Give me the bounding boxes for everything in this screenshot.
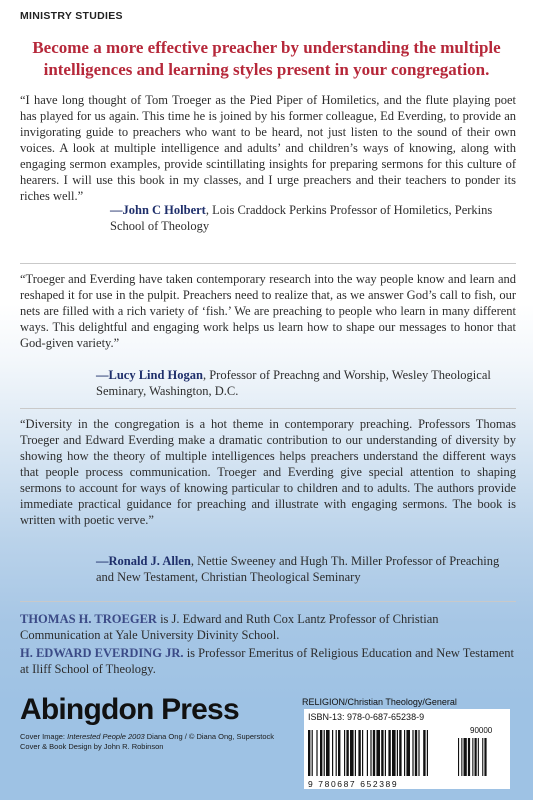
endorsement-quote-hogan: “Troeger and Everding have taken contemporary research into the way people know and learn and reshaped it for use in the pulpit. Preachers need to realize that, as we answer God’s call to fish, our nets are filled with a rich variety of ‘fish.’ We are preaching to people who learn in many different ways. This delightful and engaging work helps us learn how to shape our messages to honor that God-given variety.”: [20, 272, 516, 350]
subject-category: RELIGION/Christian Theology/General: [302, 697, 457, 707]
isbn: ISBN-13: 978-0-687-65238-9: [308, 712, 425, 722]
author-bio-troeger: [20, 611, 516, 643]
endorsement-attribution-allen: [96, 553, 516, 585]
endorser-title: , Nettie Sweeney and Hugh Th. Miller Professor of Preaching and New Testament, Christian Theological Seminary: [96, 554, 500, 584]
endorser-name: —Lucy Lind Hogan: [96, 368, 203, 382]
credits-line-design: Cover & Book Design by John R. Robinson: [20, 742, 164, 751]
endorser-name: —Ronald J. Allen: [96, 554, 191, 568]
cover-credits: [20, 732, 274, 752]
divider: [20, 601, 516, 602]
divider: [20, 408, 516, 409]
author-bio-everding: [20, 645, 516, 677]
publisher-logo: Abingdon Press: [20, 693, 239, 726]
price-code: 90000: [470, 726, 493, 735]
endorsement-attribution-holbert: [110, 202, 510, 234]
endorser-name: —John C Holbert: [110, 203, 206, 217]
author-bio-text: is J. Edward and Ruth Cox Lantz Professor of Christian Communication at Yale University Divinity School.: [20, 612, 439, 642]
author-bio-text: is Professor Emeritus of Religious Education and New Testament at Iliff School of Theology.: [20, 646, 514, 676]
author-name: H. EDWARD EVERDING JR.: [20, 646, 184, 660]
series-label: MINISTRY STUDIES: [20, 10, 123, 22]
endorsement-quote-holbert: “I have long thought of Tom Troeger as the Pied Piper of Homiletics, and the flute playing poet has played for us again. This time he is joined by his former colleague, Ed Everding, to provide an invigorating guide to preachers who want to be heard, not just listen to the sound of their own voices. A look at multiple intelligence and adults’ and children’s ways of knowing, along with engaging sermon examples, provide scintillating insights for preparing sermons for this culture of hearers. I will use this book in my classes, and I urge preachers and their teachers to ponder its riches well.”: [20, 93, 516, 203]
endorser-title: , Professor of Preachng and Worship, Wesley Theological Seminary, Washington, D.C.: [96, 368, 491, 398]
endorsement-attribution-hogan: [96, 367, 516, 399]
headline: Become a more effective preacher by understanding the multiple intelligences and learning styles present in your congregation.: [32, 38, 501, 79]
author-name: THOMAS H. TROEGER: [20, 612, 157, 626]
barcode-number: 9 780687 652389: [308, 779, 399, 789]
credits-line-image: Cover Image: Interested People 2003 Diana Ong / © Diana Ong, Superstock: [20, 732, 275, 741]
divider: [20, 263, 516, 264]
barcode-icon: [308, 724, 506, 778]
endorsement-quote-allen: “Diversity in the congregation is a hot theme in contemporary preaching. Professors Thomas Troeger and Edward Everding make a dramatic contribution to our understanding of diversity by showing how the theory of multiple intelligences helps preachers understand the different ways that people process communication. Troeger and Everding give special attention to shaping sermons to account for ways of knowing particular to children and to adults. The authors provide immediate practical guidance for preaching and illustrate with engaging sermons. The book is written with poetic verve.”: [20, 417, 516, 527]
endorser-title: , Lois Craddock Perkins Professor of Homiletics, Perkins School of Theology: [110, 203, 493, 233]
